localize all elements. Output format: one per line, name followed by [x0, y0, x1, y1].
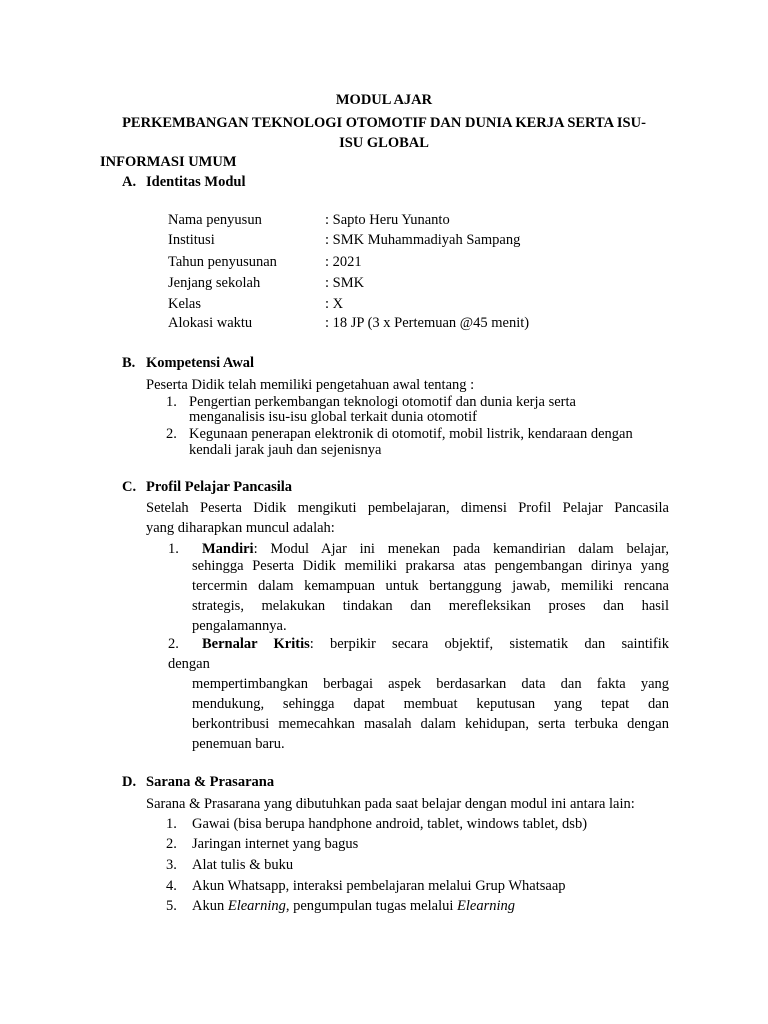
identity-value: : Sapto Heru Yunanto: [325, 212, 450, 228]
section-b-intro: Peserta Didik telah memiliki pengetahuan awal tentang :: [146, 377, 475, 393]
list-item: Gawai (bisa berupa handphone android, tablet, windows tablet, dsb): [192, 816, 588, 832]
identity-label: Tahun penyusunan: [168, 254, 277, 270]
identity-label: Institusi: [168, 232, 215, 248]
section-d-title: Sarana & Prasarana: [146, 774, 275, 790]
list-number: 2.: [166, 836, 177, 852]
doc-title: MODUL AJAR: [335, 92, 433, 108]
list-number: 1.: [166, 394, 177, 410]
list-number: 3.: [166, 857, 177, 873]
section-c-intro-line: yang diharapkan muncul adalah:: [146, 520, 335, 536]
list-item-line: tercermin dalam kemampuan untuk bertanggung jawab, memiliki rencana: [192, 578, 669, 594]
list-item-line: berkontribusi memecahkan masalah dalam kehidupan, serta terbuka dengan: [192, 716, 669, 732]
list-item-line: sehingga Peserta Didik memiliki prakarsa atas pengembangan dirinya yang: [192, 558, 669, 574]
general-info-heading: INFORMASI UMUM: [100, 154, 237, 170]
list-item-line: Kegunaan penerapan elektronik di otomotif, mobil listrik, kendaraan dengan: [189, 426, 633, 442]
identity-label: Kelas: [168, 296, 202, 312]
list-item-wrap: dengan: [168, 656, 210, 672]
section-b-title: Kompetensi Awal: [146, 355, 255, 371]
list-item-line: penemuan baru.: [192, 736, 285, 752]
list-number: 4.: [166, 878, 177, 894]
list-number: 5.: [166, 898, 177, 914]
term-bernalar-kritis-desc: : berpikir secara objektif, sistematik dan saintifik: [309, 636, 669, 652]
list-item-line: mendukung, sehingga dapat membuat keputusan yang tepat dan: [192, 696, 669, 712]
list-item-line: pengalamannya.: [192, 618, 287, 634]
section-b-marker: B.: [122, 355, 136, 371]
section-d-marker: D.: [122, 774, 137, 790]
identity-label: Jenjang sekolah: [168, 275, 261, 291]
list-item-line: menganalisis isu-isu global terkait dunia otomotif: [189, 409, 477, 425]
section-c-marker: C.: [122, 479, 137, 495]
identity-label: Alokasi waktu: [168, 315, 253, 331]
list-number: 2.: [166, 426, 177, 442]
doc-subtitle-line1: PERKEMBANGAN TEKNOLOGI OTOMOTIF DAN DUNIA KERJA SERTA ISU-: [122, 115, 646, 131]
identity-value: : X: [325, 296, 344, 312]
section-a-title: Identitas Modul: [146, 174, 246, 190]
doc-subtitle-line2: ISU GLOBAL: [339, 135, 429, 151]
list-item: Jaringan internet yang bagus: [192, 836, 359, 852]
identity-value: : 2021: [325, 254, 362, 270]
section-c-title: Profil Pelajar Pancasila: [146, 479, 293, 495]
section-a-marker: A.: [122, 174, 137, 190]
item-emphasis: Elearning: [227, 898, 286, 914]
list-item-line: kendali jarak jauh dan sejenisnya: [189, 442, 382, 458]
list-item-first-line: [202, 634, 669, 654]
list-item: [192, 896, 515, 916]
term-bernalar-kritis: Bernalar Kritis: [202, 636, 310, 652]
list-number: 2.: [168, 636, 179, 652]
list-item: Akun Whatsapp, interaksi pembelajaran melalui Grup Whatsaap: [192, 878, 566, 894]
identity-value: : 18 JP (3 x Pertemuan @45 menit): [325, 315, 530, 331]
item-text: Akun: [192, 898, 228, 914]
identity-value: : SMK Muhammadiyah Sampang: [325, 232, 521, 248]
item-text: , pengumpulan tugas melalui: [285, 898, 458, 914]
term-mandiri-desc: : Modul Ajar ini menekan pada kemandirian dalam belajar,: [253, 541, 669, 557]
list-item-line: strategis, melakukan tindakan dan merefleksikan proses dan hasil: [192, 598, 669, 614]
section-d-intro: Sarana & Prasarana yang dibutuhkan pada saat belajar dengan modul ini antara lain:: [146, 796, 635, 812]
term-mandiri: Mandiri: [202, 541, 254, 557]
list-number: 1.: [168, 541, 179, 557]
list-item: Alat tulis & buku: [192, 857, 294, 873]
identity-value: : SMK: [325, 275, 365, 291]
identity-label: Nama penyusun: [168, 212, 262, 228]
list-item-line: Pengertian perkembangan teknologi otomotif dan dunia kerja serta: [189, 394, 576, 410]
section-c-intro-line: Setelah Peserta Didik mengikuti pembelajaran, dimensi Profil Pelajar Pancasila: [146, 500, 669, 516]
list-item-line: mempertimbangkan berbagai aspek berdasarkan data dan fakta yang: [192, 676, 669, 692]
item-emphasis: Elearning: [457, 898, 516, 914]
list-number: 1.: [166, 816, 177, 832]
